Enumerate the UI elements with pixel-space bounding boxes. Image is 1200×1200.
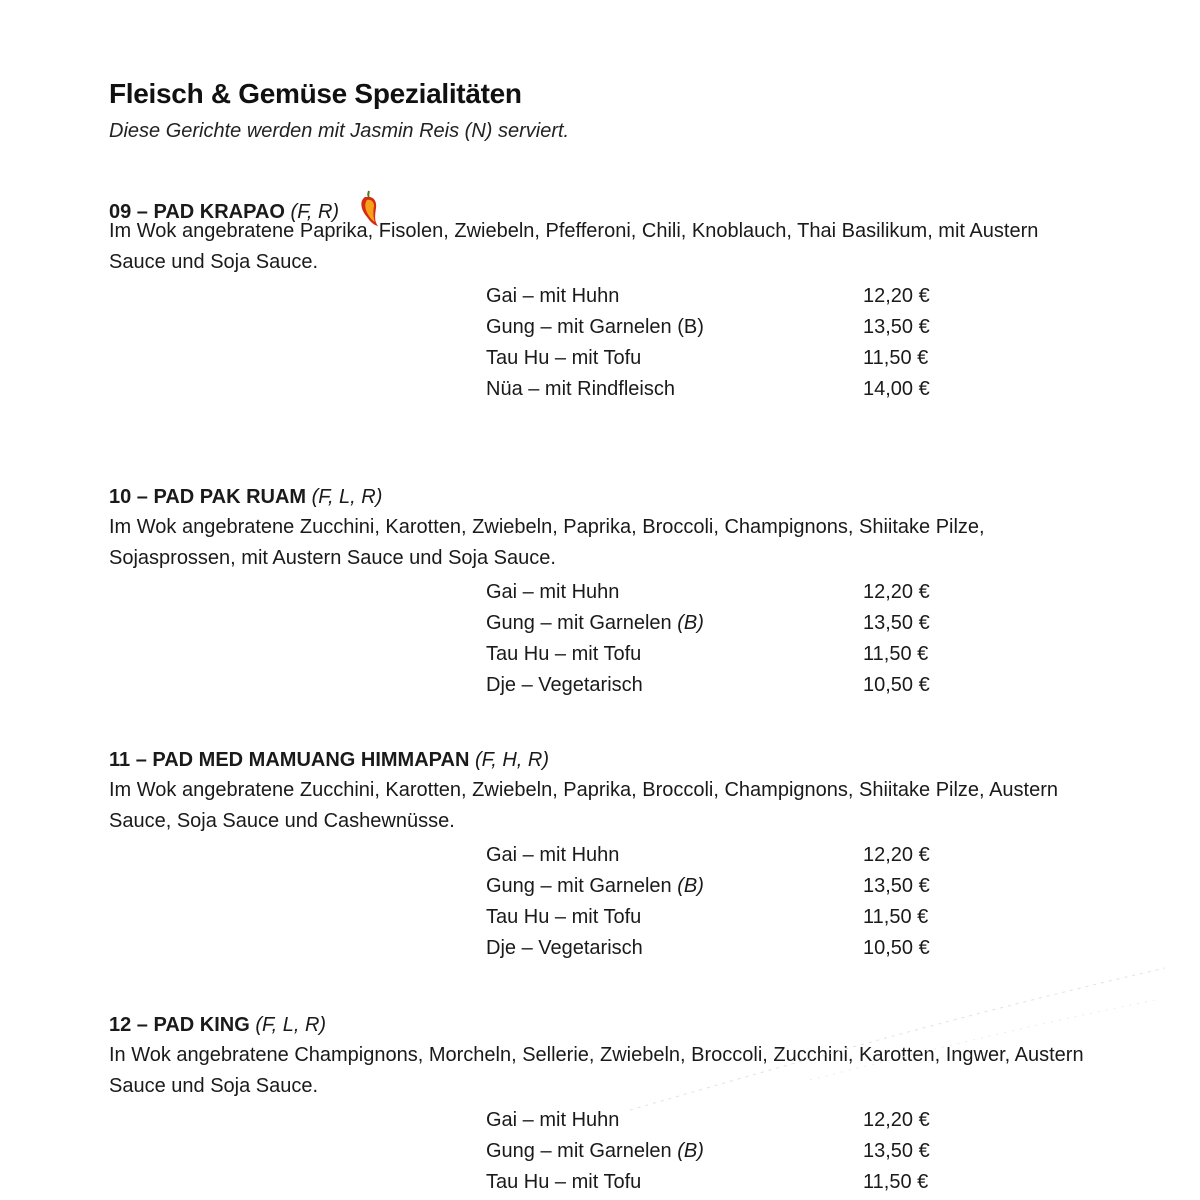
variant-row — [486, 343, 946, 374]
variant-row — [486, 608, 946, 639]
variant-name: Gung – mit Garnelen (B) — [486, 1140, 704, 1162]
variant-name: Tau Hu – mit Tofu — [486, 906, 642, 928]
variant-row — [486, 840, 946, 871]
variant-name: Gung – mit Garnelen (B) — [486, 612, 704, 634]
variant-row — [486, 374, 946, 405]
variant-price: 11,50 € — [863, 347, 929, 369]
dish-description: In Wok angebratene Champignons, Morcheln, Sellerie, Zwiebeln, Broccoli, Zucchini, Karotten, Ingwer, Austern Sauce und Soja Sauce. — [109, 1044, 1084, 1097]
dish-title: 10 – PAD PAK RUAM — [109, 486, 307, 508]
variant-price: 12,20 € — [863, 285, 930, 307]
dish-11 — [109, 747, 1109, 964]
variant-price: 11,50 € — [863, 643, 929, 665]
scan-artifact — [610, 960, 1170, 1120]
variant-list — [486, 840, 1109, 964]
dish-title: 09 – PAD KRAPAO — [109, 201, 285, 223]
variant-row — [486, 577, 946, 608]
variant-name: Tau Hu – mit Tofu — [486, 643, 642, 665]
variant-row — [486, 902, 946, 933]
variant-price: 12,20 € — [863, 844, 930, 866]
variant-price: 12,20 € — [863, 1109, 930, 1131]
variant-row — [486, 312, 946, 343]
variant-name: Gai – mit Huhn — [486, 844, 620, 866]
variant-row — [486, 639, 946, 670]
variant-price: 13,50 € — [863, 1140, 930, 1162]
dish-10 — [109, 484, 1109, 701]
variant-allergen: (B) — [677, 612, 704, 634]
variant-price: 10,50 € — [863, 937, 930, 959]
variant-name: Gung – mit Garnelen (B) — [486, 316, 704, 338]
section-subtitle: Diese Gerichte werden mit Jasmin Reis (N) serviert. — [109, 120, 570, 142]
variant-price: 13,50 € — [863, 612, 930, 634]
dish-allergens: (F, L, R) — [255, 1014, 327, 1036]
variant-price: 13,50 € — [863, 875, 930, 897]
dish-description: Im Wok angebratene Paprika, Fisolen, Zwiebeln, Pfefferoni, Chili, Knoblauch, Thai Basilikum, mit Austern Sauce und Soja Sauce. — [109, 220, 1039, 273]
variant-list — [486, 577, 1109, 701]
variant-name: Gung – mit Garnelen (B) — [486, 875, 704, 897]
dish-description: Im Wok angebratene Zucchini, Karotten, Zwiebeln, Paprika, Broccoli, Champignons, Shiitake Pilze, Sojasprossen, mit Austern Sauce und Soja Sauce. — [109, 516, 985, 569]
variant-allergen: (B) — [677, 875, 704, 897]
variant-price: 12,20 € — [863, 581, 930, 603]
dish-heading — [109, 188, 1109, 223]
dish-allergens: (F, H, R) — [474, 749, 550, 771]
variant-name: Gai – mit Huhn — [486, 1109, 620, 1131]
variant-name: Dje – Vegetarisch — [486, 937, 643, 959]
variant-name: Tau Hu – mit Tofu — [486, 347, 642, 369]
variant-price: 14,00 € — [863, 378, 930, 400]
variant-row — [486, 1136, 946, 1167]
variant-row — [486, 1167, 946, 1198]
variant-name: Tau Hu – mit Tofu — [486, 1171, 642, 1193]
dish-allergens: (F, L, R) — [311, 486, 383, 508]
variant-list — [486, 281, 1109, 405]
variant-row — [486, 670, 946, 701]
dish-title: 11 – PAD MED MAMUANG HIMMAPAN — [109, 749, 470, 771]
variant-price: 11,50 € — [863, 906, 929, 928]
variant-row — [486, 871, 946, 902]
variant-row — [486, 281, 946, 312]
variant-name: Gai – mit Huhn — [486, 285, 620, 307]
variant-allergen: (B) — [677, 1140, 704, 1162]
dish-allergens: (F, R) — [290, 201, 340, 223]
dish-heading — [109, 484, 1109, 510]
variant-name: Nüa – mit Rindfleisch — [486, 378, 675, 400]
section-title: Fleisch & Gemüse Spezialitäten — [109, 78, 522, 109]
dish-title: 12 – PAD KING — [109, 1014, 250, 1036]
variant-name: Gai – mit Huhn — [486, 581, 620, 603]
variant-price: 13,50 € — [863, 316, 930, 338]
variant-price: 11,50 € — [863, 1171, 929, 1193]
variant-price: 10,50 € — [863, 674, 930, 696]
dish-09 — [109, 188, 1109, 405]
variant-name: Dje – Vegetarisch — [486, 674, 643, 696]
dish-description: Im Wok angebratene Zucchini, Karotten, Zwiebeln, Paprika, Broccoli, Champignons, Shiitake Pilze, Austern Sauce, Soja Sauce und Cashewnüsse. — [109, 779, 1058, 832]
dish-heading — [109, 747, 1109, 773]
